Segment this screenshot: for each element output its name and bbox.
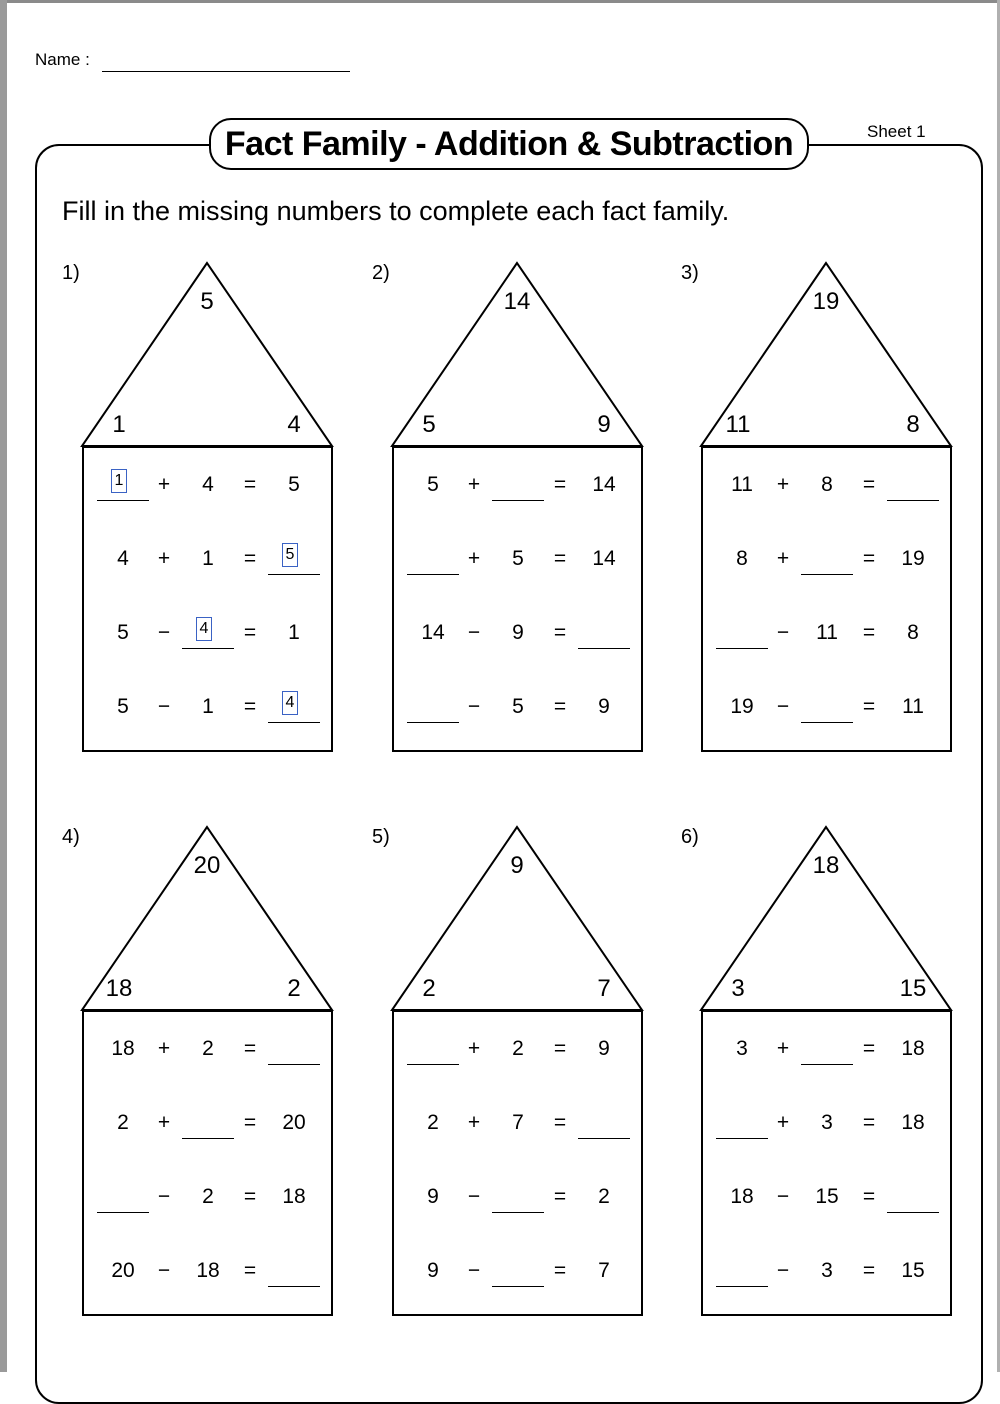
operator-sign: − <box>467 621 481 644</box>
roof-number-sum: 14 <box>503 288 531 315</box>
operator-sign: + <box>776 547 790 570</box>
equation-row <box>84 539 335 579</box>
operator-sign: + <box>467 1037 481 1060</box>
equals-sign: = <box>862 1259 876 1282</box>
fact-family-4 <box>62 826 362 1326</box>
answer-cell <box>406 687 460 727</box>
answer-cell <box>96 465 150 505</box>
answer-blank[interactable] <box>182 613 234 653</box>
answer-cell <box>886 465 940 505</box>
roof-number-left: 18 <box>105 975 133 1002</box>
equals-sign: = <box>243 621 257 644</box>
roof-number-sum: 19 <box>812 288 840 315</box>
answer-input[interactable]: 1 <box>111 469 127 493</box>
equation-number: 18 <box>901 1037 925 1060</box>
answer-blank[interactable] <box>268 687 320 727</box>
answer-cell <box>491 1177 545 1217</box>
equation-number: 20 <box>282 1111 306 1134</box>
answer-cell <box>577 613 631 653</box>
equation-number: 8 <box>736 547 748 570</box>
answer-blank[interactable] <box>268 539 320 579</box>
answer-blank[interactable] <box>716 613 768 653</box>
equation-number: 4 <box>117 547 129 570</box>
equation-number: 9 <box>598 1037 610 1060</box>
problem-number: 4) <box>62 826 80 848</box>
roof-number-left: 3 <box>731 975 745 1002</box>
equation-number: 2 <box>512 1037 524 1060</box>
equation-row <box>394 687 645 727</box>
equation-row <box>84 465 335 505</box>
equation-number: 9 <box>427 1259 439 1282</box>
worksheet-title-text: Fact Family - Addition & Subtraction <box>224 124 794 163</box>
equation-number: 8 <box>821 473 833 496</box>
answer-cell <box>800 539 854 579</box>
house-base <box>392 1010 643 1316</box>
equation-row <box>84 1177 335 1217</box>
answer-cell <box>181 613 235 653</box>
equation-number: 5 <box>117 695 129 718</box>
operator-sign: − <box>776 1259 790 1282</box>
equation-number: 18 <box>730 1185 754 1208</box>
roof-number-left: 5 <box>422 411 436 438</box>
answer-cell <box>577 1103 631 1143</box>
answer-blank[interactable] <box>716 1103 768 1143</box>
answer-blank[interactable] <box>801 539 853 579</box>
equation-number: 20 <box>111 1259 135 1282</box>
answer-blank[interactable] <box>407 539 459 579</box>
operator-sign: − <box>467 695 481 718</box>
equation-number: 2 <box>202 1185 214 1208</box>
equation-number: 19 <box>730 695 754 718</box>
equals-sign: = <box>862 1037 876 1060</box>
equation-number: 15 <box>901 1259 925 1282</box>
equation-row <box>84 687 335 727</box>
equals-sign: = <box>862 1111 876 1134</box>
answer-cell <box>181 1103 235 1143</box>
answer-blank[interactable] <box>716 1251 768 1291</box>
answer-blank[interactable] <box>407 687 459 727</box>
equals-sign: = <box>243 473 257 496</box>
answer-cell <box>886 1177 940 1217</box>
equation-row <box>703 1029 954 1069</box>
equation-number: 15 <box>815 1185 839 1208</box>
house-base <box>82 1010 333 1316</box>
equation-number: 11 <box>816 621 838 644</box>
house-base <box>82 446 333 752</box>
equation-number: 11 <box>731 473 753 496</box>
operator-sign: + <box>776 1037 790 1060</box>
operator-sign: − <box>776 621 790 644</box>
roof-number-right: 8 <box>906 411 920 438</box>
equals-sign: = <box>243 1259 257 1282</box>
answer-blank[interactable] <box>578 1103 630 1143</box>
equals-sign: = <box>862 473 876 496</box>
equals-sign: = <box>553 1259 567 1282</box>
equation-row <box>84 1103 335 1143</box>
equals-sign: = <box>553 1037 567 1060</box>
answer-cell <box>267 687 321 727</box>
equation-number: 11 <box>902 695 924 718</box>
roof-number-sum: 5 <box>200 288 214 315</box>
equation-number: 1 <box>202 695 214 718</box>
answer-cell <box>267 1251 321 1291</box>
roof-number-right: 2 <box>287 975 301 1002</box>
equation-number: 2 <box>427 1111 439 1134</box>
operator-sign: + <box>157 547 171 570</box>
answer-blank[interactable] <box>268 1029 320 1069</box>
roof-number-left: 11 <box>725 411 751 438</box>
answer-cell <box>800 687 854 727</box>
equation-row <box>703 613 954 653</box>
answer-cell <box>406 1029 460 1069</box>
equation-number: 2 <box>598 1185 610 1208</box>
operator-sign: − <box>776 695 790 718</box>
equation-number: 9 <box>427 1185 439 1208</box>
answer-cell <box>267 1029 321 1069</box>
answer-blank[interactable] <box>492 1177 544 1217</box>
house-base <box>701 1010 952 1316</box>
problem-number: 2) <box>372 262 390 284</box>
operator-sign: + <box>157 473 171 496</box>
equals-sign: = <box>243 1185 257 1208</box>
answer-blank[interactable] <box>887 1177 939 1217</box>
equation-number: 4 <box>202 473 214 496</box>
roof-number-right: 4 <box>287 411 301 438</box>
answer-blank[interactable] <box>578 613 630 653</box>
equation-number: 3 <box>736 1037 748 1060</box>
name-label: Name : <box>35 50 90 69</box>
answer-blank[interactable] <box>801 1029 853 1069</box>
equation-row <box>703 1177 954 1217</box>
equation-row <box>394 613 645 653</box>
equation-row <box>394 1251 645 1291</box>
house-base <box>701 446 952 752</box>
equation-number: 5 <box>117 621 129 644</box>
answer-cell <box>406 539 460 579</box>
equation-row <box>394 1103 645 1143</box>
screen-edge-left <box>0 0 7 1372</box>
roof-number-sum: 9 <box>510 852 524 879</box>
roof-number-sum: 18 <box>812 852 840 879</box>
roof-number-left: 2 <box>422 975 436 1002</box>
operator-sign: − <box>467 1259 481 1282</box>
answer-cell <box>800 1029 854 1069</box>
operator-sign: + <box>776 1111 790 1134</box>
fact-family-1 <box>62 262 362 762</box>
problem-number: 1) <box>62 262 80 284</box>
answer-cell <box>715 613 769 653</box>
equation-number: 3 <box>821 1259 833 1282</box>
equation-number: 8 <box>907 621 919 644</box>
equals-sign: = <box>862 1185 876 1208</box>
answer-cell <box>715 1103 769 1143</box>
operator-sign: − <box>467 1185 481 1208</box>
answer-blank[interactable] <box>97 465 149 505</box>
equation-row <box>394 465 645 505</box>
roof-number-sum: 20 <box>193 852 221 879</box>
equation-row <box>394 539 645 579</box>
equation-number: 3 <box>821 1111 833 1134</box>
equation-row <box>84 1251 335 1291</box>
equation-number: 18 <box>282 1185 306 1208</box>
equation-number: 9 <box>512 621 524 644</box>
answer-blank[interactable] <box>801 687 853 727</box>
operator-sign: + <box>157 1111 171 1134</box>
answer-input[interactable]: 4 <box>196 617 212 641</box>
answer-input[interactable]: 4 <box>282 691 298 715</box>
equation-row <box>703 465 954 505</box>
worksheet-title <box>209 118 809 170</box>
answer-input[interactable]: 5 <box>282 543 298 567</box>
operator-sign: − <box>157 1185 171 1208</box>
fact-family-5 <box>372 826 672 1326</box>
equals-sign: = <box>553 473 567 496</box>
equals-sign: = <box>243 1111 257 1134</box>
answer-cell <box>491 465 545 505</box>
equation-number: 14 <box>592 547 616 570</box>
answer-cell <box>267 539 321 579</box>
operator-sign: − <box>157 695 171 718</box>
fact-family-3 <box>681 262 981 762</box>
name-field[interactable] <box>102 71 350 72</box>
equals-sign: = <box>553 1111 567 1134</box>
equation-row <box>84 1029 335 1069</box>
equals-sign: = <box>243 695 257 718</box>
problem-number: 5) <box>372 826 390 848</box>
equation-row <box>84 613 335 653</box>
equation-number: 18 <box>901 1111 925 1134</box>
answer-blank[interactable] <box>182 1103 234 1143</box>
equation-row <box>703 1251 954 1291</box>
equation-number: 2 <box>117 1111 129 1134</box>
operator-sign: + <box>157 1037 171 1060</box>
answer-cell <box>715 1251 769 1291</box>
roof-number-right: 7 <box>597 975 611 1002</box>
equals-sign: = <box>553 695 567 718</box>
equals-sign: = <box>243 547 257 570</box>
problem-number: 6) <box>681 826 699 848</box>
equation-row <box>703 1103 954 1143</box>
equation-number: 18 <box>111 1037 135 1060</box>
equals-sign: = <box>243 1037 257 1060</box>
equation-number: 5 <box>512 547 524 570</box>
answer-blank[interactable] <box>492 465 544 505</box>
operator-sign: + <box>467 473 481 496</box>
operator-sign: + <box>467 1111 481 1134</box>
equals-sign: = <box>553 621 567 644</box>
roof-number-left: 1 <box>112 411 126 438</box>
operator-sign: + <box>776 473 790 496</box>
equation-number: 2 <box>202 1037 214 1060</box>
equation-row <box>703 687 954 727</box>
equation-number: 18 <box>196 1259 220 1282</box>
equation-number: 19 <box>901 547 925 570</box>
answer-blank[interactable] <box>268 1251 320 1291</box>
equation-row <box>394 1029 645 1069</box>
operator-sign: − <box>776 1185 790 1208</box>
operator-sign: − <box>157 621 171 644</box>
answer-cell <box>491 1251 545 1291</box>
equation-number: 7 <box>598 1259 610 1282</box>
equals-sign: = <box>553 1185 567 1208</box>
roof-number-right: 9 <box>597 411 611 438</box>
fact-family-6 <box>681 826 981 1326</box>
equation-number: 14 <box>592 473 616 496</box>
equation-number: 5 <box>288 473 300 496</box>
equation-row <box>394 1177 645 1217</box>
equals-sign: = <box>553 547 567 570</box>
problem-number: 3) <box>681 262 699 284</box>
answer-blank[interactable] <box>887 465 939 505</box>
answer-cell <box>96 1177 150 1217</box>
equation-number: 5 <box>512 695 524 718</box>
fact-family-2 <box>372 262 672 762</box>
equals-sign: = <box>862 621 876 644</box>
equation-number: 1 <box>288 621 300 644</box>
sheet-label: Sheet 1 <box>867 122 926 141</box>
equation-number: 14 <box>421 621 445 644</box>
equals-sign: = <box>862 547 876 570</box>
equation-row <box>703 539 954 579</box>
equals-sign: = <box>862 695 876 718</box>
operator-sign: − <box>157 1259 171 1282</box>
answer-blank[interactable] <box>407 1029 459 1069</box>
equation-number: 1 <box>202 547 214 570</box>
answer-blank[interactable] <box>492 1251 544 1291</box>
house-base <box>392 446 643 752</box>
operator-sign: + <box>467 547 481 570</box>
equation-number: 7 <box>512 1111 524 1134</box>
equation-number: 5 <box>427 473 439 496</box>
answer-blank[interactable] <box>97 1177 149 1217</box>
screen-edge-top <box>0 0 1000 3</box>
equation-number: 9 <box>598 695 610 718</box>
instructions: Fill in the missing numbers to complete each fact family. <box>62 196 730 226</box>
roof-number-right: 15 <box>899 975 927 1002</box>
